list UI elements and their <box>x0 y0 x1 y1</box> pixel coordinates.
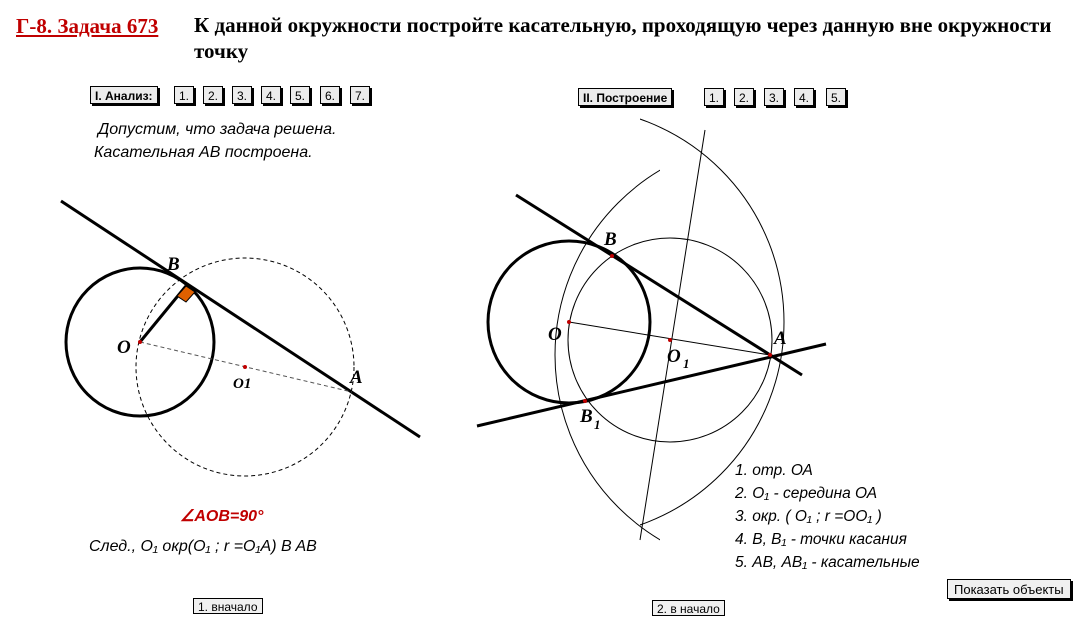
label-B-right: B <box>604 229 617 250</box>
label-O-left: O <box>117 337 131 358</box>
label-O-right: O <box>548 324 562 345</box>
point-O-left <box>138 340 142 344</box>
construction-step-3-button[interactable]: 3. <box>764 88 784 106</box>
label-B1-right: B <box>580 406 593 427</box>
construction-label-button[interactable]: II. Построение <box>578 88 672 106</box>
task-reference: Г-8. Задача 673 <box>16 14 159 38</box>
point-A-right <box>768 353 772 357</box>
point-O1-right <box>668 338 672 342</box>
construction-step-2-button[interactable]: 2. <box>734 88 754 106</box>
point-B1-right <box>583 399 587 403</box>
point-O-right <box>567 320 571 324</box>
label-A-right: A <box>774 328 787 349</box>
analysis-text-line-1: Допустим, что задача решена. <box>98 121 337 138</box>
analysis-step-2-button[interactable]: 2. <box>203 86 223 104</box>
analysis-label-button[interactable]: I. Анализ: <box>90 86 158 104</box>
label-O1-right: O <box>667 346 681 367</box>
analysis-step-6-button[interactable]: 6. <box>320 86 340 104</box>
analysis-diagram <box>61 201 420 476</box>
label-B1-subscript: 1 <box>594 417 601 432</box>
construction-step-text-3: 3. окр. ( O₁ ; r =OO₁ ) <box>735 508 882 525</box>
task-title: К данной окружности постройте касательную, проходящую через данную вне окружности точку <box>194 13 1052 63</box>
analysis-text-line-2: Касательная АВ построена. <box>94 144 313 161</box>
back-to-start-2-button[interactable]: 2. в начало <box>652 600 725 616</box>
back-to-start-1-button[interactable]: 1. вначало <box>193 598 263 614</box>
analysis-step-7-button[interactable]: 7. <box>350 86 370 104</box>
analysis-step-5-button[interactable]: 5. <box>290 86 310 104</box>
construction-step-text-4: 4. В, В₁ - точки касания <box>735 531 907 548</box>
tangent-line-left <box>61 201 420 437</box>
point-O1-left <box>243 365 247 369</box>
construction-step-1-button[interactable]: 1. <box>704 88 724 106</box>
analysis-step-3-button[interactable]: 3. <box>232 86 252 104</box>
construction-step-5-button[interactable]: 5. <box>826 88 846 106</box>
angle-statement: ∠AOB=90° <box>180 508 264 525</box>
tangent-AB1-right <box>477 344 826 426</box>
label-B-left: B <box>167 254 180 275</box>
label-A-left: A <box>350 367 363 388</box>
analysis-step-4-button[interactable]: 4. <box>261 86 281 104</box>
construction-step-text-5: 5. АВ, АВ₁ - касательные <box>735 554 920 571</box>
analysis-step-1-button[interactable]: 1. <box>174 86 194 104</box>
label-O1-left: O1 <box>233 376 252 392</box>
construction-step-text-1: 1. отр. ОА <box>735 462 813 479</box>
construction-step-text-2: 2. O₁ - середина ОА <box>735 485 878 502</box>
point-B-right <box>610 254 614 258</box>
show-objects-button[interactable]: Показать объекты <box>947 579 1071 599</box>
label-O1-subscript: 1 <box>683 356 690 371</box>
construction-steps-list <box>735 459 920 574</box>
construction-step-4-button[interactable]: 4. <box>794 88 814 106</box>
analysis-conclusion: След., O₁ окр(O₁ ; r =O₁A) B AB <box>89 538 317 555</box>
